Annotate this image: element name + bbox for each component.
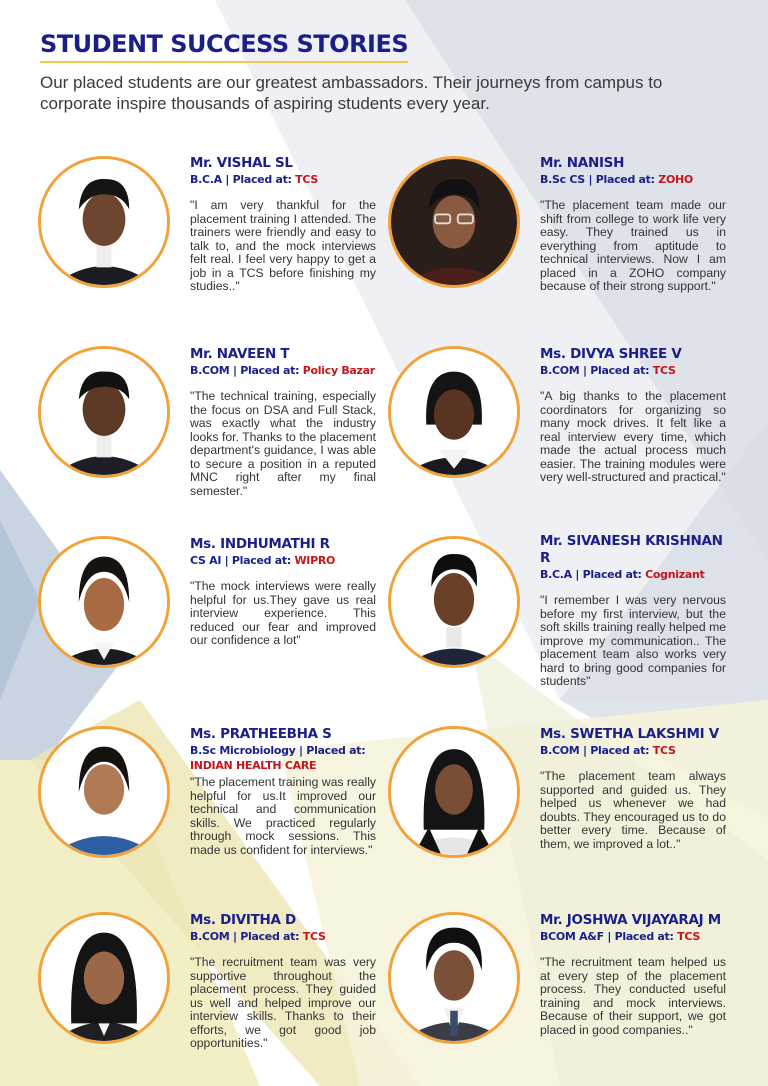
page-subtitle: Our placed students are our greatest ambassadors. Their journeys from campus to corporate inspire thousands of aspiring students every year. xyxy=(40,73,663,113)
student-course: B.C.A | Placed at: TCS xyxy=(190,173,318,186)
testimonial-quote: "A big thanks to the placement coordinators for organizing so many mock drives. It felt like a real interview every time, which made the actual process much easier. The training modules were very well-structured and practical." xyxy=(540,389,726,484)
student-course: B.COM | Placed at: TCS xyxy=(540,364,676,377)
company-name: TCS xyxy=(652,744,676,757)
student-photo xyxy=(38,346,170,478)
testimonial-quote: "The recruitment team helped us at every step of the placement process. They conducted useful training and mock interviews. Because of their support, we got placed in good companies.." xyxy=(540,955,726,1037)
company-name: TCS xyxy=(295,173,318,186)
student-photo xyxy=(388,912,520,1044)
company-name: ZOHO xyxy=(658,173,693,186)
student-course: B.Sc CS | Placed at: ZOHO xyxy=(540,173,693,186)
testimonial-quote: "I remember I was very nervous before my first interview, but the soft skills training really helped me improve my communication.. The placement team also works very hard to bring good companies for students" xyxy=(540,593,726,688)
student-course: B.COM | Placed at: TCS xyxy=(540,744,676,757)
student-course: B.C.A | Placed at: Cognizant xyxy=(540,568,705,581)
student-photo xyxy=(38,156,170,288)
student-course: B.COM | Placed at: TCS xyxy=(190,930,326,943)
company-name: Policy Bazar xyxy=(302,364,375,377)
company-name: WIPRO xyxy=(294,554,336,567)
student-name: Mr. NANISH xyxy=(540,155,625,171)
student-course: BCOM A&F | Placed at: TCS xyxy=(540,930,700,943)
testimonial-quote: "The mock interviews were really helpful for us.They gave us real interview experience. This reduced our fear and improved our confidence a lot" xyxy=(190,579,376,647)
student-name: Ms. DIVYA SHREE V xyxy=(540,346,682,362)
student-name: Mr. NAVEEN T xyxy=(190,346,290,362)
student-name: Ms. INDHUMATHI R xyxy=(190,536,330,552)
student-photo xyxy=(38,726,170,858)
student-photo xyxy=(388,346,520,478)
testimonial-quote: "The placement team always supported and guided us. They helped us whenever we had doubts. They encouraged us to do better every time. Because of them, we improved a lot.." xyxy=(540,769,726,851)
student-name: Ms. DIVITHA D xyxy=(190,912,296,928)
page-title: STUDENT SUCCESS STORIES xyxy=(40,30,408,63)
company-name: TCS xyxy=(302,930,326,943)
testimonial-quote: "The recruitment team was very supportive throughout the placement process. They guided us well and helped improve our interview skills. Thanks to their efforts, we got good job opportunities." xyxy=(190,955,376,1050)
company-name: TCS xyxy=(677,930,700,943)
student-course: B.Sc Microbiology | Placed at: INDIAN HEALTH CARE xyxy=(190,743,376,773)
student-photo xyxy=(388,536,520,668)
student-course: B.COM | Placed at: Policy Bazar xyxy=(190,364,375,377)
testimonial-quote: "The technical training, especially the focus on DSA and Full Stack, was exactly what the industry looks for. Thanks to the placement department's guidance, I was able to secure a position in a reputed MNC right after my final semester." xyxy=(190,389,376,498)
company-name: TCS xyxy=(652,364,676,377)
student-name: Mr. JOSHWA VIJAYARAJ M xyxy=(540,912,721,928)
student-name: Ms. SWETHA LAKSHMI V xyxy=(540,726,719,742)
company-name: Cognizant xyxy=(645,568,705,581)
student-name: Mr. VISHAL SL xyxy=(190,155,293,171)
student-photo xyxy=(388,156,520,288)
student-photo xyxy=(388,726,520,858)
company-name: INDIAN HEALTH CARE xyxy=(190,759,317,772)
testimonial-quote: "The placement training was really helpful for us.It improved our technical and communication skills. We practiced regularly through mock sessions. This made us confident for interviews." xyxy=(190,775,376,857)
student-name: Mr. SIVANESH KRISHNAN R xyxy=(540,533,723,566)
testimonial-quote: "The placement team made our shift from college to work life very easy. They trained us in everything from aptitude to technical interviews. Now I am placed in a ZOHO company because of their strong support." xyxy=(540,198,726,293)
student-name: Ms. PRATHEEBHA S xyxy=(190,726,332,742)
student-course: CS AI | Placed at: WIPRO xyxy=(190,554,336,567)
student-photo xyxy=(38,912,170,1044)
page-header xyxy=(40,30,730,114)
testimonial-quote: "I am very thankful for the placement training I attended. The trainers were friendly and easy to talk to, and the mock interviews felt real. I feel very happy to get a job in a TCS before finishing my studies.." xyxy=(190,198,376,293)
student-photo xyxy=(38,536,170,668)
